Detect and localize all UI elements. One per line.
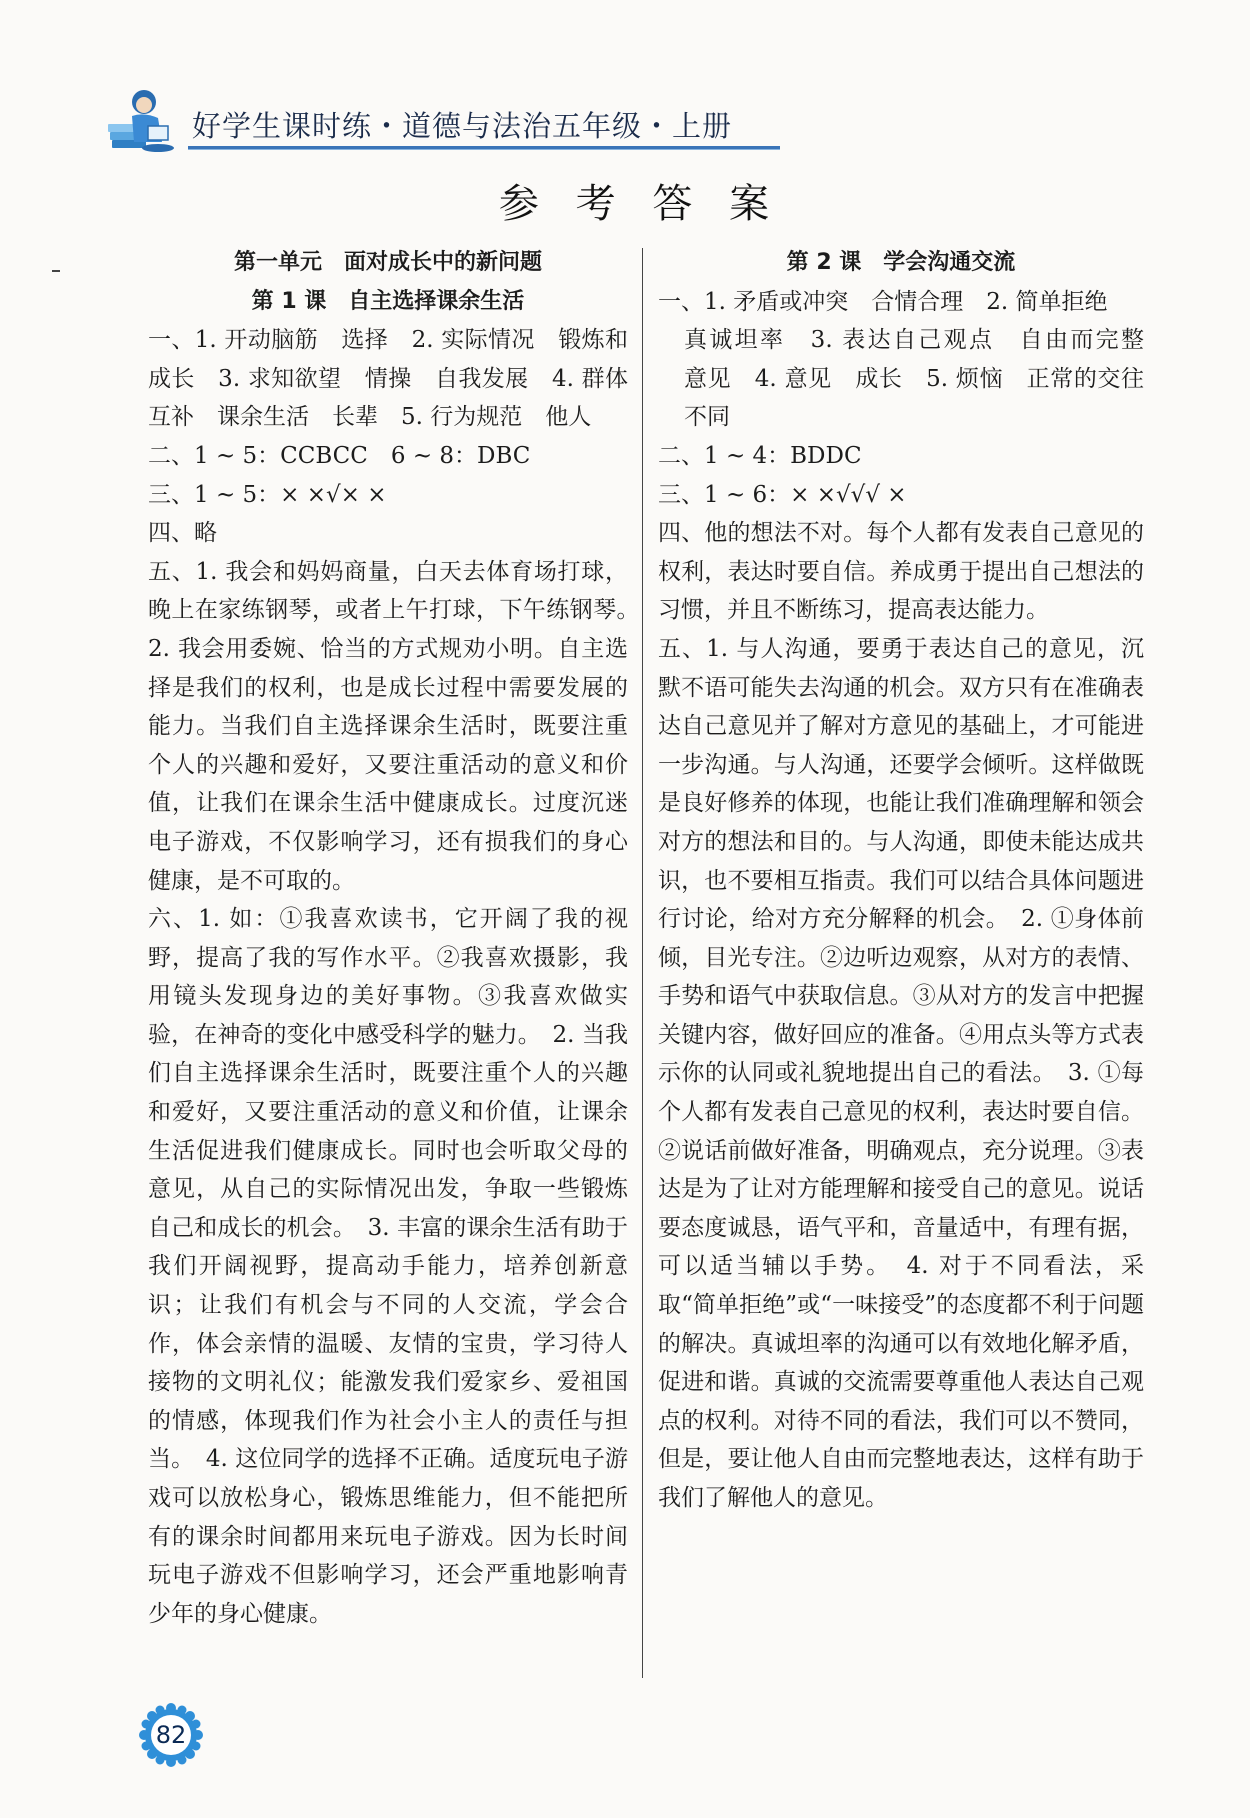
answer-paragraph: 五、1. 我会和妈妈商量，白天去体育场打球，晚上在家练钢琴，或者上午打球，下午练钢琴。 2. 我会用委婉、恰当的方式规劝小明。自主选择是我们的权利，也是成长过程中需要发展的能力。当我们自主选择课余生活时，既要注重个人的兴趣和爱好，又要注重活动的意义和价值，让我们在课余生活中健康成长。过度沉迷电子游戏，不仅影响学习，还有损我们的身心健康，是不可取的。 bbox=[148, 558, 651, 894]
answer-paragraph: 四、他的想法不对。每个人都有发表自己意见的权利，表达时要自信。养成勇于提出自己想法的习惯，并且不断练习，提高表达能力。 bbox=[658, 520, 1144, 624]
answer-paragraph: 三、1 ~ 6：× ×√√√ × bbox=[658, 481, 907, 508]
right-column bbox=[658, 244, 1167, 1518]
margin-mark bbox=[52, 270, 60, 272]
lesson-2-title: 第 2 课 学会沟通交流 bbox=[786, 250, 1016, 275]
left-column bbox=[148, 244, 651, 1633]
answer-paragraph: 五、1. 与人沟通，要勇于表达自己的意见，沉默不语可能失去沟通的机会。双方只有在准确表达自己意见并了解对方意见的基础上，才可能进一步沟通。与人沟通，还要学会倾听。这样做既是良好修养的体现，也能让我们准确理解和领会对方的想法和目的。与人沟通，即使未能达成共识，也不要相互指责。我们可以结合具体问题进行讨论，给对方充分解释的机会。 2. ①身体前倾，目光专注。②边听边观察，从对方的表情、手势和语气中获取信息。③从对方的发言中把握关键内容，做好回应的准备。④用点头等方式表示你的认同或礼貌地提出自己的看法。 3. ①每个人都有发表自己意见的权利，表达时要自信。②说话前做好准备，明确观点，充分说理。③表达是为了让对方能理解和接受自己的意见。说话要态度诚恳，语气平和，音量适中，有理有据，可以适当辅以手势。 4. 对于不同看法，采取“简单拒绝”或“一味接受”的态度都不利于问题的解决。真诚坦率的沟通可以有效地化解矛盾，促进和谐。真诚的交流需要尊重他人表达自己观点的权利。对待不同的看法，我们可以不赞同，但是，要让他人自由而完整地表达，这样有助于我们了解他人的意见。 bbox=[658, 635, 1144, 1511]
header-title: 好学生课时练・道德与法治五年级・上册 bbox=[192, 109, 733, 143]
answer-paragraph: 四、略 bbox=[148, 520, 217, 547]
answer-paragraph: 三、1 ~ 5：× ×√× × bbox=[148, 481, 387, 508]
answer-paragraph-continued: 真诚坦率 3. 表达自己观点 自由而完整 意见 4. 意见 成长 5. 烦恼 正常的交往 不同 bbox=[684, 327, 1167, 431]
answer-paragraph: 一、1. 开动脑筋 选择 2. 实际情况 锻炼和成长 3. 求知欲望 情操 自我发展 4. 群体 互补 课余生活 长辈 5. 行为规范 他人 bbox=[148, 327, 651, 431]
page-title: 参 考 答 案 bbox=[498, 181, 782, 227]
child-reading-books-icon bbox=[108, 86, 178, 156]
column-divider bbox=[642, 248, 643, 1678]
running-header bbox=[108, 86, 788, 152]
page-number-badge bbox=[138, 1702, 204, 1768]
lesson-1-title: 第 1 课 自主选择课余生活 bbox=[251, 288, 525, 314]
header-rule bbox=[188, 146, 780, 150]
page-number: 82 bbox=[155, 1721, 187, 1749]
unit-title: 第一单元 面对成长中的新问题 bbox=[233, 250, 542, 275]
answer-paragraph: 六、1. 如：①我喜欢读书，它开阔了我的视野，提高了我的写作水平。②我喜欢摄影，我用镜头发现身边的美好事物。③我喜欢做实验，在神奇的变化中感受科学的魅力。 2. 当我们自主选择课余生活时，既要注重个人的兴趣和爱好，又要注重活动的意义和价值，让课余生活促进我们健康成长。同时也会听取父母的意见，从自己的实际情况出发，争取一些锻炼自己和成长的机会。 3. 丰富的课余生活有助于我们开阔视野，提高动手能力，培养创新意识；让我们有机会与不同的人交流，学会合作，体会亲情的温暖、友情的宝贵，学习待人接物的文明礼仪；能激发我们爱家乡、爱祖国的情感，体现我们作为社会小主人的责任与担当。 4. 这位同学的选择不正确。适度玩电子游戏可以放松身心，锻炼思维能力，但不能把所有的课余时间都用来玩电子游戏。因为长时间玩电子游戏不但影响学习，还会严重地影响青少年的身心健康。 bbox=[148, 906, 628, 1627]
answer-paragraph: 二、1 ~ 4：BDDC bbox=[658, 442, 862, 469]
answer-paragraph: 二、1 ~ 5：CCBCC 6 ~ 8：DBC bbox=[148, 442, 531, 469]
answer-paragraph-first-line: 一、1. 矛盾或冲突 合情合理 2. 简单拒绝 bbox=[658, 288, 1108, 315]
